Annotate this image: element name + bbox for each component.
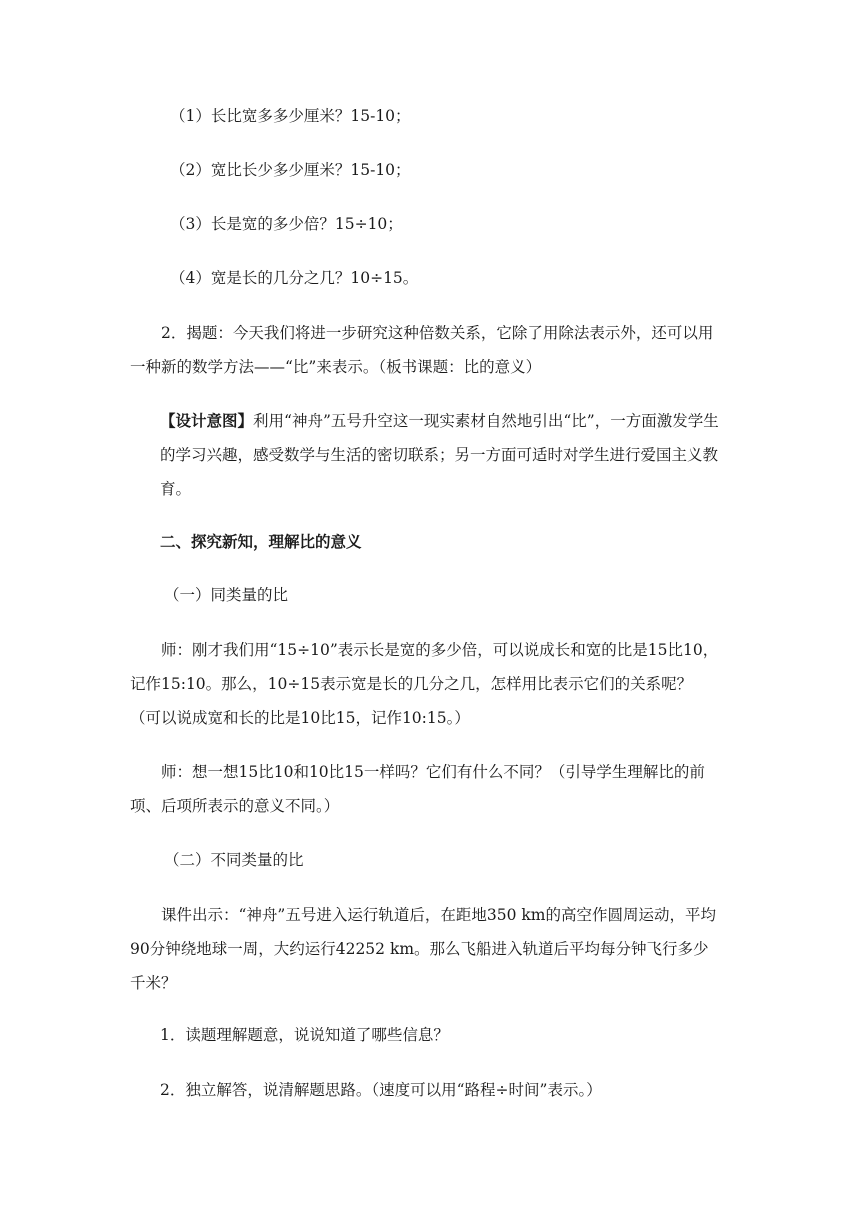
question-1: （1）长比宽多多少厘米？15-10； xyxy=(170,107,411,125)
teacher-paragraph-2: 师：想一想15比10和10比15一样吗？它们有什么不同？（引导学生理解比的前项、后项所表示的意义不同。） xyxy=(130,763,705,815)
subsection-same-kind: （一）同类量的比 xyxy=(164,586,289,604)
design-intent-text: 利用“神舟”五号升空这一现实素材自然地引出“比”，一方面激发学生的学习兴趣，感受数学与生活的密切联系；另一方面可适时对学生进行爱国主义教育。 xyxy=(160,412,719,498)
step-2: 2．独立解答，说清解题思路。（速度可以用“路程÷时间”表示。） xyxy=(160,1081,602,1099)
reveal-paragraph: 2．揭题：今天我们将进一步研究这种倍数关系，它除了用除法表示外，还可以用一种新的数学方法——“比”来表示。（板书课题：比的意义） xyxy=(130,324,714,376)
step-1: 1．读题理解题意，说说知道了哪些信息？ xyxy=(160,1026,449,1044)
question-4: （4）宽是长的几分之几？10÷15。 xyxy=(170,269,419,287)
teacher-paragraph-1: 师：刚才我们用“15÷10”表示长是宽的多少倍，可以说成长和宽的比是15比10，记作15:10。那么，10÷15表示宽是长的几分之几，怎样用比表示它们的关系呢？（可以说成宽和长的比是10比15，记作10:15。） xyxy=(130,641,719,727)
question-3: （3）长是宽的多少倍？15÷10； xyxy=(170,215,403,233)
courseware-paragraph: 课件出示：“神舟”五号进入运行轨道后，在距地350 km的高空作圆周运动，平均90分钟绕地球一周，大约运行42252 km。那么飞船进入轨道后平均每分钟飞行多少千米？ xyxy=(130,906,716,992)
design-intent-paragraph xyxy=(160,404,720,506)
subsection-different-kind: （二）不同类量的比 xyxy=(164,851,304,869)
question-2: （2）宽比长少多少厘米？15-10； xyxy=(170,161,411,179)
design-intent-label: 【设计意图】 xyxy=(160,411,254,430)
section-heading-2: 二、探究新知，理解比的意义 xyxy=(160,532,362,551)
